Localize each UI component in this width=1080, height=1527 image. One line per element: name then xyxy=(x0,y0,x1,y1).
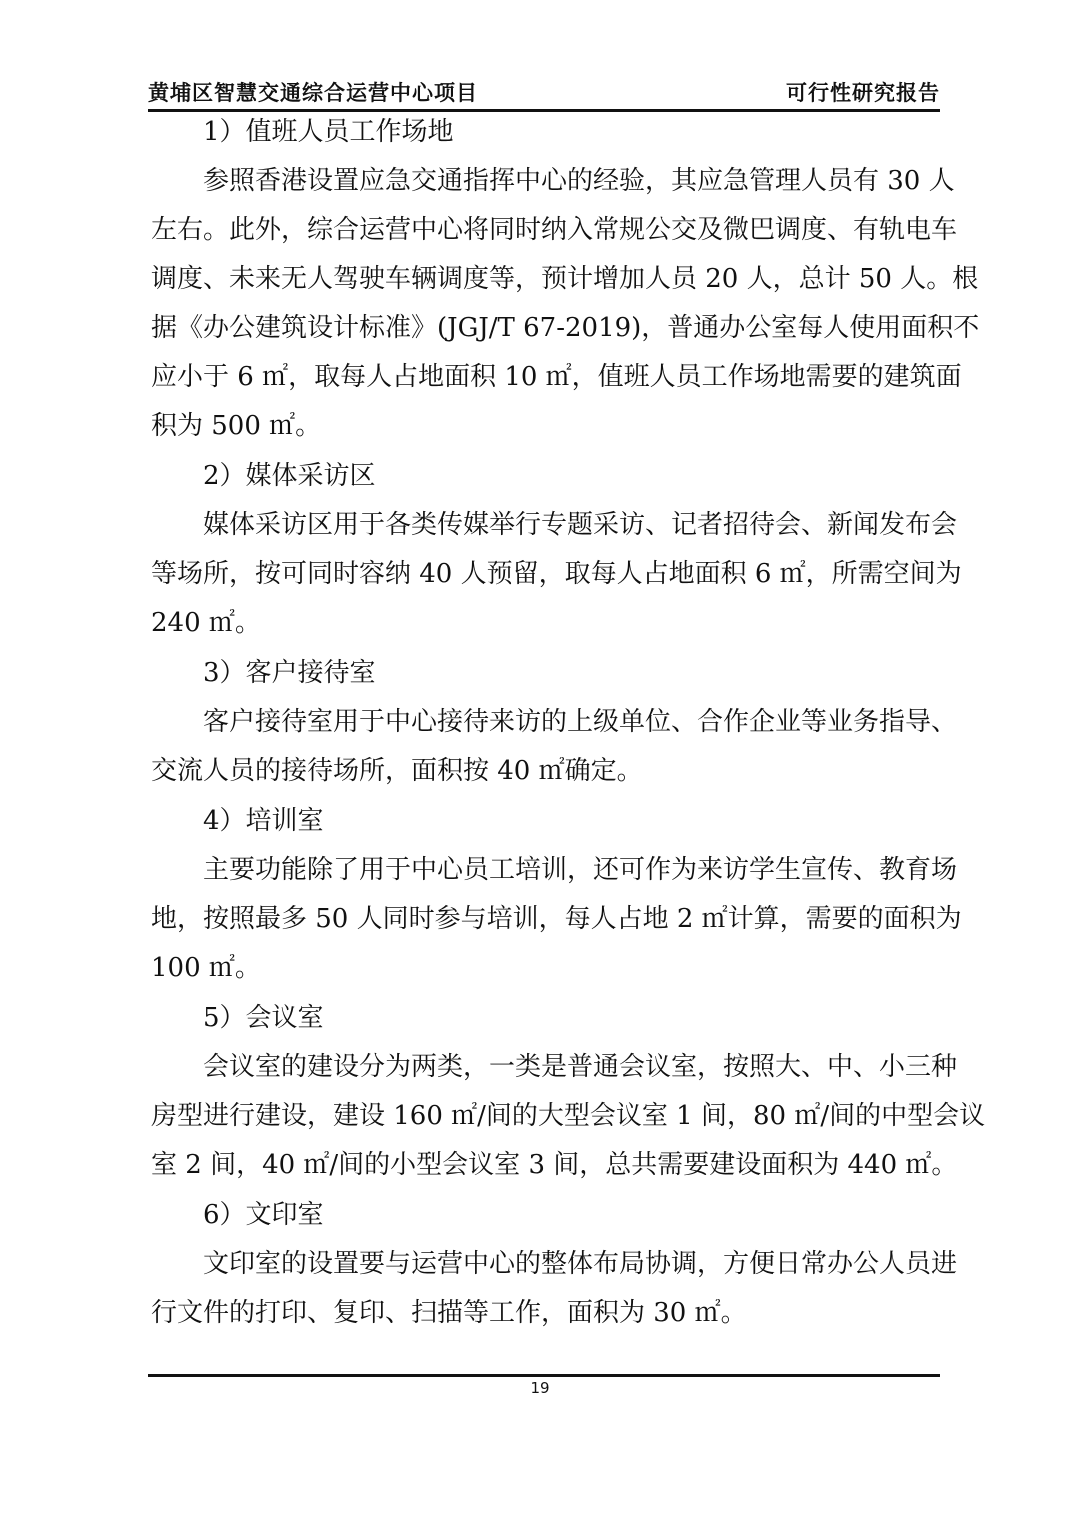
text-line: 室 2 间，40 ㎡/间的小型会议室 3 间，总共需要建设面积为 440 ㎡。 xyxy=(151,1150,958,1180)
text-line: 左右。此外，综合运营中心将同时纳入常规公交及微巴调度、有轨电车 xyxy=(151,215,958,245)
text-line: 应小于 6 ㎡，取每人占地面积 10 ㎡，值班人员工作场地需要的建筑面 xyxy=(151,362,962,392)
section-heading: 1）值班人员工作场地 xyxy=(203,117,454,147)
text-line: 房型进行建设，建设 160 ㎡/间的大型会议室 1 间，80 ㎡/间的中型会议 xyxy=(151,1101,986,1131)
page-header xyxy=(148,78,940,112)
page-number: 19 xyxy=(530,1379,550,1397)
section-heading: 6）文印室 xyxy=(203,1200,324,1230)
text-line: 等场所，按可同时容纳 40 人预留，取每人占地面积 6 ㎡，所需空间为 xyxy=(151,559,962,589)
text-line: 媒体采访区用于各类传媒举行专题采访、记者招待会、新闻发布会 xyxy=(203,510,958,540)
text-line: 主要功能除了用于中心员工培训，还可作为来访学生宣传、教育场 xyxy=(203,855,958,885)
text-line: 文印室的设置要与运营中心的整体布局协调，方便日常办公人员进 xyxy=(203,1249,958,1279)
text-line: 行文件的打印、复印、扫描等工作，面积为 30 ㎡。 xyxy=(151,1298,747,1328)
section-heading: 5）会议室 xyxy=(203,1003,324,1033)
text-line: 调度、未来无人驾驶车辆调度等，预计增加人员 20 人，总计 50 人。根 xyxy=(151,264,979,294)
header-report-type: 可行性研究报告 xyxy=(786,81,940,105)
text-line: 交流人员的接待场所，面积按 40 ㎡确定。 xyxy=(151,756,643,786)
text-line: 据《办公建筑设计标准》(JGJ/T 67-2019)，普通办公室每人使用面积不 xyxy=(151,313,980,343)
text-line: 积为 500 ㎡。 xyxy=(151,411,322,441)
text-line: 100 ㎡。 xyxy=(151,953,261,983)
text-line: 参照香港设置应急交通指挥中心的经验，其应急管理人员有 30 人 xyxy=(203,166,955,196)
text-line: 会议室的建设分为两类，一类是普通会议室，按照大、中、小三种 xyxy=(203,1052,958,1082)
text-line: 客户接待室用于中心接待来访的上级单位、合作企业等业务指导、 xyxy=(203,707,958,737)
section-heading: 4）培训室 xyxy=(203,806,324,836)
text-line: 240 ㎡。 xyxy=(151,608,261,638)
section-heading: 3）客户接待室 xyxy=(203,658,376,688)
footer-rule xyxy=(148,1374,940,1377)
section-heading: 2）媒体采访区 xyxy=(203,461,376,491)
header-project-title: 黄埔区智慧交通综合运营中心项目 xyxy=(148,81,478,105)
text-line: 地，按照最多 50 人同时参与培训，每人占地 2 ㎡计算，需要的面积为 xyxy=(151,904,962,934)
